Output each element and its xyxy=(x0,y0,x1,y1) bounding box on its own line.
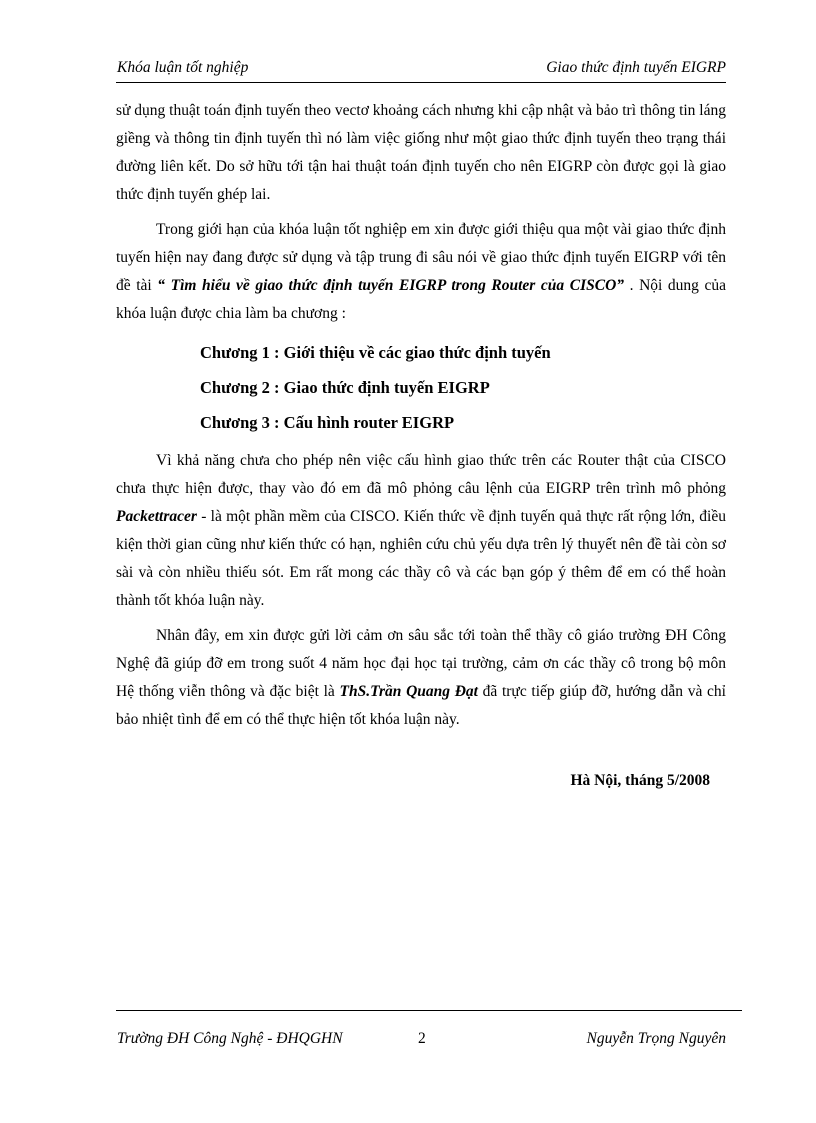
paragraph-2-text-end: . Nội dung của khóa luận được chia làm ba chương : xyxy=(116,277,726,322)
advisor-name: ThS.Trần Quang Đạt xyxy=(339,683,478,700)
paragraph-2 xyxy=(116,216,726,328)
footer-school: Trường ĐH Công Nghệ - ĐHQGHN xyxy=(117,1030,343,1047)
chapter-list xyxy=(200,335,726,440)
header-topic: Giao thức định tuyến EIGRP xyxy=(546,59,726,76)
thesis-title: “ Tìm hiểu về giao thức định tuyến EIGRP trong Router của CISCO” xyxy=(157,277,625,294)
paragraph-2-text-start: Trong giới hạn của khóa luận tốt nghiệp em xin được giới thiệu qua một vài giao thức định tuyến hiện nay đang được sử dụng và tập trung đi sâu nói về giao thức định tuyến EIGRP với tên đề tài xyxy=(116,221,726,294)
footer-author: Nguyễn Trọng Nguyên xyxy=(586,1030,726,1047)
paragraph-3 xyxy=(116,447,726,615)
chapter-item: Chương 1 : Giới thiệu về các giao thức định tuyến xyxy=(200,343,551,362)
paragraph-4 xyxy=(116,622,726,734)
signature-date: Hà Nội, tháng 5/2008 xyxy=(570,772,710,789)
page-content xyxy=(116,97,726,741)
chapter-item: Chương 3 : Cấu hình router EIGRP xyxy=(200,413,455,432)
paragraph-4-text-start: Nhân đây, em xin được gửi lời cảm ơn sâu sắc tới toàn thể thầy cô giáo trường ĐH Công Nghệ đã giúp đỡ em trong suốt 4 năm học đại học tại trường, cảm ơn các thầy cô trong bộ môn Hệ thống viễn thông và đặc biệt là xyxy=(116,627,726,700)
page-number: 2 xyxy=(418,1030,426,1047)
page-header xyxy=(116,58,726,83)
header-document-type: Khóa luận tốt nghiệp xyxy=(117,59,249,76)
footer-divider xyxy=(116,1010,742,1011)
chapter-item: Chương 2 : Giao thức định tuyến EIGRP xyxy=(200,378,490,397)
paragraph-3-text-start: Vì khả năng chưa cho phép nên việc cấu hình giao thức trên các Router thật của CISCO chưa thực hiện được, thay vào đó em đã mô phỏng câu lệnh của EIGRP trên trình mô phỏng xyxy=(116,452,726,497)
paragraph-1: sử dụng thuật toán định tuyến theo vectơ khoảng cách nhưng khi cập nhật và bảo trì thông tin láng giềng và thông tin định tuyến thì nó làm việc giống như một giao thức định tuyến theo trạng thái đường liên kết. Do sở hữu tới tận hai thuật toán định tuyến cho nên EIGRP còn được gọi là giao thức định tuyến ghép lai. xyxy=(116,102,726,203)
paragraph-3-text-end: - là một phần mềm của CISCO. Kiến thức về định tuyến quả thực rất rộng lớn, điều kiện thời gian cũng như kiến thức có hạn, nghiên cứu chủ yếu dựa trên lý thuyết nên đề tài còn sơ sài và còn nhiều thiếu sót. Em rất mong các thầy cô và các bạn góp ý thêm để em có thể hoàn thành tốt khóa luận này. xyxy=(116,508,726,609)
paragraph-4-text-end: đã trực tiếp giúp đỡ, hướng dẫn và chỉ bảo nhiệt tình để em có thể thực hiện tốt khóa luận này. xyxy=(116,683,726,728)
software-name: Packettracer xyxy=(116,508,197,525)
